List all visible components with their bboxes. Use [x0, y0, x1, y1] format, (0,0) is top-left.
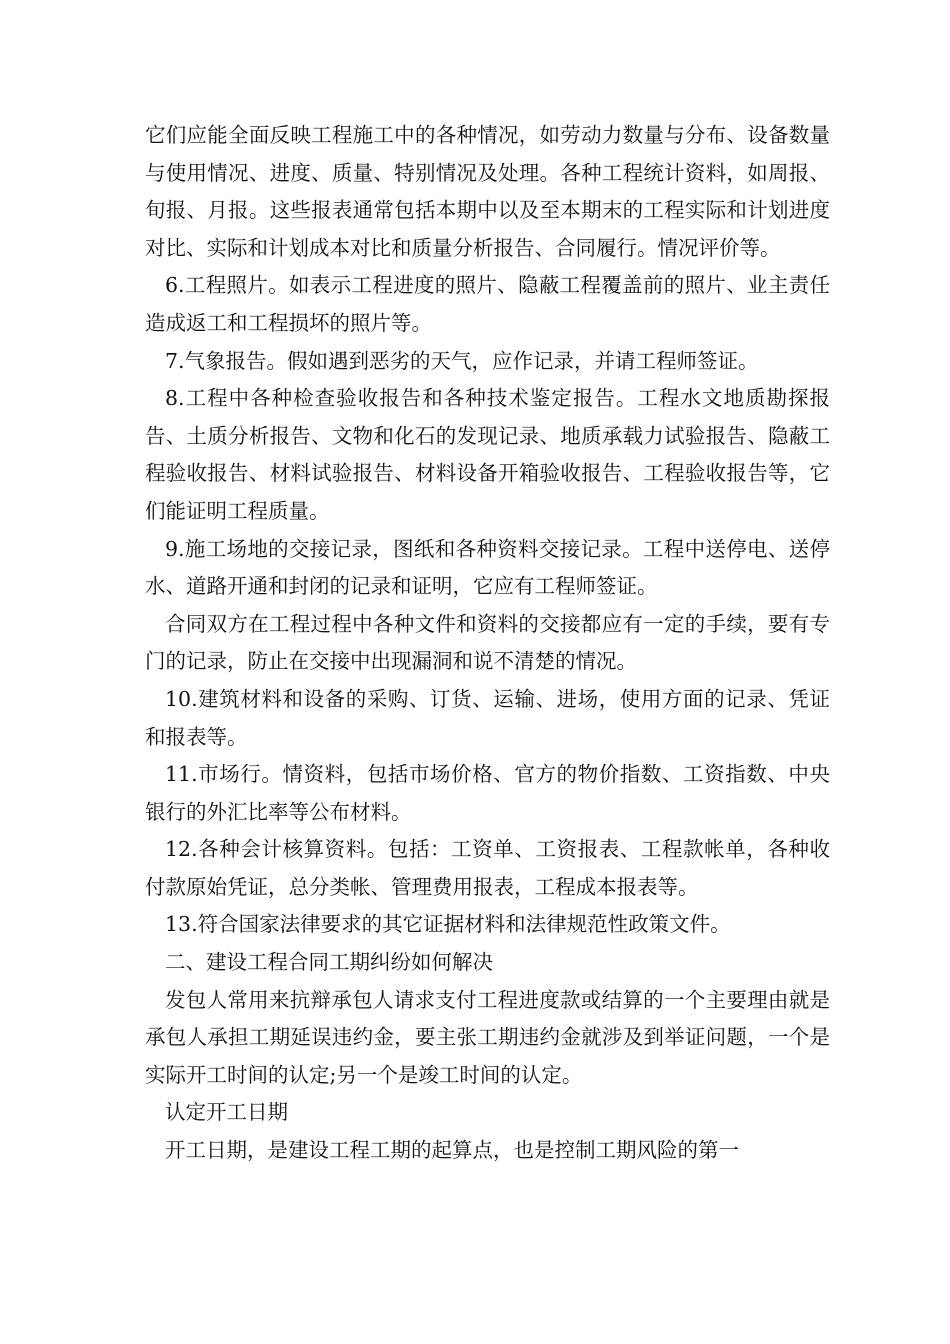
paragraph-6: 合同双方在工程过程中各种文件和资料的交接都应有一定的手续，要有专门的记录，防止在交接中出现漏洞和说不清楚的情况。	[145, 611, 830, 674]
paragraph-3: 7.气象报告。假如遇到恶劣的天气，应作记录，并请工程师签证。	[165, 348, 759, 373]
paragraph-10: 13.符合国家法律要求的其它证据材料和法律规范性政策文件。	[165, 912, 731, 937]
paragraph-12: 发包人常用来抗辩承包人请求支付工程进度款或结算的一个主要理由就是承包人承担工期延误违约金，要主张工期违约金就涉及到举证问题，一个是实际开工时间的认定;另一个是竣工时间的认定。	[145, 987, 830, 1087]
paragraph-9: 12.各种会计核算资料。包括：工资单、工资报表、工程款帐单，各种收付款原始凭证，总分类帐、管理费用报表，工程成本报表等。	[145, 837, 830, 899]
paragraph-8: 11.市场行。情资料，包括市场价格、官方的物价指数、工资指数、中央银行的外汇比率等公布材料。	[145, 762, 830, 824]
subheading: 认定开工日期	[165, 1100, 288, 1125]
paragraph-2: 6.工程照片。如表示工程进度的照片、隐蔽工程覆盖前的照片、业主责任造成返工和工程损坏的照片等。	[145, 273, 830, 335]
paragraph-4: 8.工程中各种检查验收报告和各种技术鉴定报告。工程水文地质勘探报告、土质分析报告、文物和化石的发现记录、地质承载力试验报告、隐蔽工程验收报告、材料试验报告、材料设备开箱验收报告、工程验收报告等，它们能证明工程质量。	[145, 386, 830, 523]
paragraph-14: 开工日期，是建设工程工期的起算点，也是控制工期风险的第一	[165, 1138, 739, 1163]
section-heading: 二、建设工程合同工期纠纷如何解决	[165, 950, 493, 975]
document-body	[145, 117, 830, 1170]
paragraph-1: 它们应能全面反映工程施工中的各种情况，如劳动力数量与分布、设备数量与使用情况、进度、质量、特别情况及处理。各种工程统计资料，如周报、旬报、月报。这些报表通常包括本期中以及至本期末的工程实际和计划进度对比、实际和计划成本对比和质量分析报告、合同履行。情况评价等。	[145, 123, 830, 260]
paragraph-7: 10.建筑材料和设备的采购、订货、运输、进场，使用方面的记录、凭证和报表等。	[145, 686, 830, 749]
paragraph-5: 9.施工场地的交接记录，图纸和各种资料交接记录。工程中送停电、送停水、道路开通和封闭的记录和证明，它应有工程师签证。	[145, 536, 830, 599]
